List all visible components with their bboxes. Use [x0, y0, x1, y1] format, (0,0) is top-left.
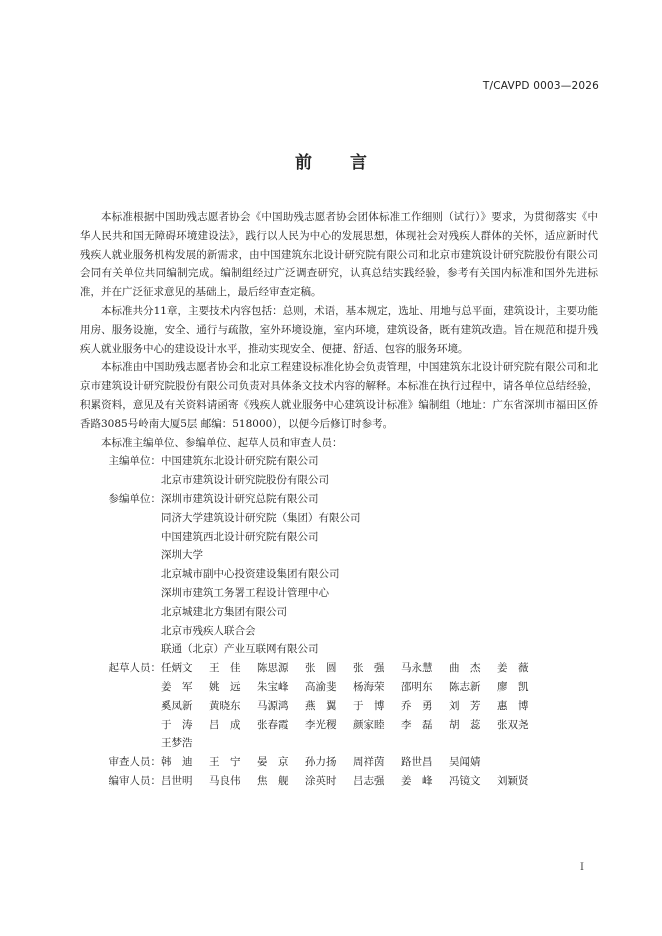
- person-name: 于 博: [353, 699, 385, 712]
- person-name: 于 涛: [161, 718, 193, 731]
- editors-list: [161, 772, 581, 791]
- participating-unit-item: 中国建筑西北设计研究院有限公司: [161, 530, 319, 543]
- person-name: 张春霞: [257, 718, 289, 731]
- title-char-2: 言: [350, 153, 367, 173]
- drafters-list: [161, 659, 581, 753]
- person-name: 焦 舰: [257, 774, 289, 787]
- person-name: 李光稷: [305, 718, 337, 731]
- reviewers-label: 审查人员：: [108, 756, 161, 769]
- person-name: 冯镜文: [449, 774, 481, 787]
- paragraph-contents: 本标准共分11章，主要技术内容包括：总则，术语，基本规定，选址、用地与总平面，建筑设计，主要功能用房、服务设施，安全、通行与疏散，室外环境设施，室内环境，建筑设备，既有建筑改造。旨在规范和提升残疾人就业服务中心的建设设计水平，推动实现安全、便捷、舒适、包容的服务环境。: [80, 304, 598, 355]
- chief-unit-item: 中国建筑东北设计研究院有限公司: [161, 455, 319, 468]
- person-name: 路世昌: [401, 756, 433, 769]
- person-name: 刘 芳: [449, 699, 481, 712]
- title-char-1: 前: [295, 153, 312, 173]
- person-name: 朱宝峰: [257, 680, 289, 693]
- person-name: 燕 翼: [305, 699, 337, 712]
- participating-units-list: [161, 490, 598, 659]
- person-name: 乔 勇: [401, 699, 433, 712]
- editors-row: [80, 772, 598, 791]
- person-name: 周祥茵: [353, 756, 385, 769]
- editors-label: 编审人员：: [108, 774, 161, 787]
- person-name: 任炳文: [161, 662, 193, 675]
- person-name: 颜家睦: [353, 718, 385, 731]
- person-name: 刘颖贤: [497, 774, 529, 787]
- participating-unit-item: 深圳市建筑设计研究总院有限公司: [161, 492, 319, 505]
- person-name: 吕志强: [353, 774, 385, 787]
- reviewers-list: [161, 753, 581, 772]
- paragraph-management: 本标准由中国助残志愿者协会和北京工程建设标准化协会负责管理，中国建筑东北设计研究院有限公司和北京市建筑设计研究院股份有限公司负责对具体条文技术内容的解释。本标准在执行过程中，请各单位总结经验，积累资料，意见及有关资料请函寄《残疾人就业服务中心建筑设计标准》编制组（地址：广东省深圳市福田区侨香路3085号岭南大厦5层 邮编：518000），以便今后修订时参考。: [80, 361, 598, 430]
- paragraph-background: 本标准根据中国助残志愿者协会《中国助残志愿者协会团体标准工作细则（试行）》要求，为贯彻落实《中华人民共和国无障碍环境建设法》，践行以人民为中心的发展思想，体现社会对残疾人群体的关怀，适应新时代残疾人就业服务机构发展的新需求，由中国建筑东北设计研究院有限公司和北京市建筑设计研究院股份有限公司会同有关单位共同编制完成。编制组经过广泛调查研究，认真总结实践经验，参考有关国内标准和国外先进标准，并在广泛征求意见的基础上，最后经审查定稿。: [80, 211, 598, 299]
- participating-unit-item: 北京城建北方集团有限公司: [161, 605, 287, 618]
- person-name: 马源鸿: [257, 699, 289, 712]
- person-name: 奚凤新: [161, 699, 193, 712]
- participating-unit-item: 联通（北京）产业互联网有限公司: [161, 643, 319, 656]
- person-name: 马良伟: [209, 774, 241, 787]
- person-name: 胡 蕊: [449, 718, 481, 731]
- participating-unit-item: 深圳大学: [161, 549, 203, 562]
- person-name: 涂英时: [305, 774, 337, 787]
- participating-units-label: 参编单位：: [108, 492, 161, 505]
- person-name: 高渝斐: [305, 680, 337, 693]
- person-name: 姜 峰: [401, 774, 433, 787]
- roles-list: [80, 452, 598, 790]
- person-name: 黄晓东: [209, 699, 241, 712]
- page-title: [0, 148, 662, 173]
- person-name: 王 佳: [209, 662, 241, 675]
- foreword-body: [80, 208, 598, 791]
- person-name: 廖 凯: [497, 680, 529, 693]
- person-name: 惠 博: [497, 699, 529, 712]
- person-name: 马永慧: [401, 662, 433, 675]
- person-name: 邵明东: [401, 680, 433, 693]
- person-name: 李 磊: [401, 718, 433, 731]
- person-name: 姜 军: [161, 680, 193, 693]
- chief-units-list: [161, 452, 598, 490]
- person-name: 陈志新: [449, 680, 481, 693]
- reviewers-row: [80, 753, 598, 772]
- person-name: 晏 京: [257, 756, 289, 769]
- chief-units-row: [80, 452, 598, 490]
- person-name: 姜 薇: [497, 662, 529, 675]
- person-name: 吕世明: [161, 774, 193, 787]
- chief-unit-item: 北京市建筑设计研究院股份有限公司: [161, 474, 329, 487]
- page-number: I: [580, 862, 584, 873]
- person-name: 张 强: [353, 662, 385, 675]
- person-name: 王 宁: [209, 756, 241, 769]
- drafters-row: [80, 659, 598, 753]
- person-name: 吴闻婧: [449, 756, 481, 769]
- person-name: 韩 迪: [161, 756, 193, 769]
- chief-units-label: 主编单位：: [108, 455, 161, 468]
- participating-unit-item: 北京城市副中心投资建设集团有限公司: [161, 568, 340, 581]
- person-name: 曲 杰: [449, 662, 481, 675]
- participating-units-row: [80, 490, 598, 659]
- person-name: 杨海荣: [353, 680, 385, 693]
- paragraph-units-intro: 本标准主编单位、参编单位、起草人员和审查人员：: [101, 436, 343, 449]
- person-name: 王梦浩: [161, 737, 193, 750]
- drafters-label: 起草人员：: [108, 662, 161, 675]
- person-name: 姚 远: [209, 680, 241, 693]
- person-name: 陈思源: [257, 662, 289, 675]
- participating-unit-item: 深圳市建筑工务署工程设计管理中心: [161, 586, 329, 599]
- standard-code: T/CAVPD 0003—2026: [482, 80, 599, 92]
- person-name: 吕 成: [209, 718, 241, 731]
- person-name: 张 圆: [305, 662, 337, 675]
- person-name: 张双尧: [497, 718, 529, 731]
- participating-unit-item: 同济大学建筑设计研究院（集团）有限公司: [161, 511, 361, 524]
- person-name: 孙力扬: [305, 756, 337, 769]
- participating-unit-item: 北京市残疾人联合会: [161, 624, 256, 637]
